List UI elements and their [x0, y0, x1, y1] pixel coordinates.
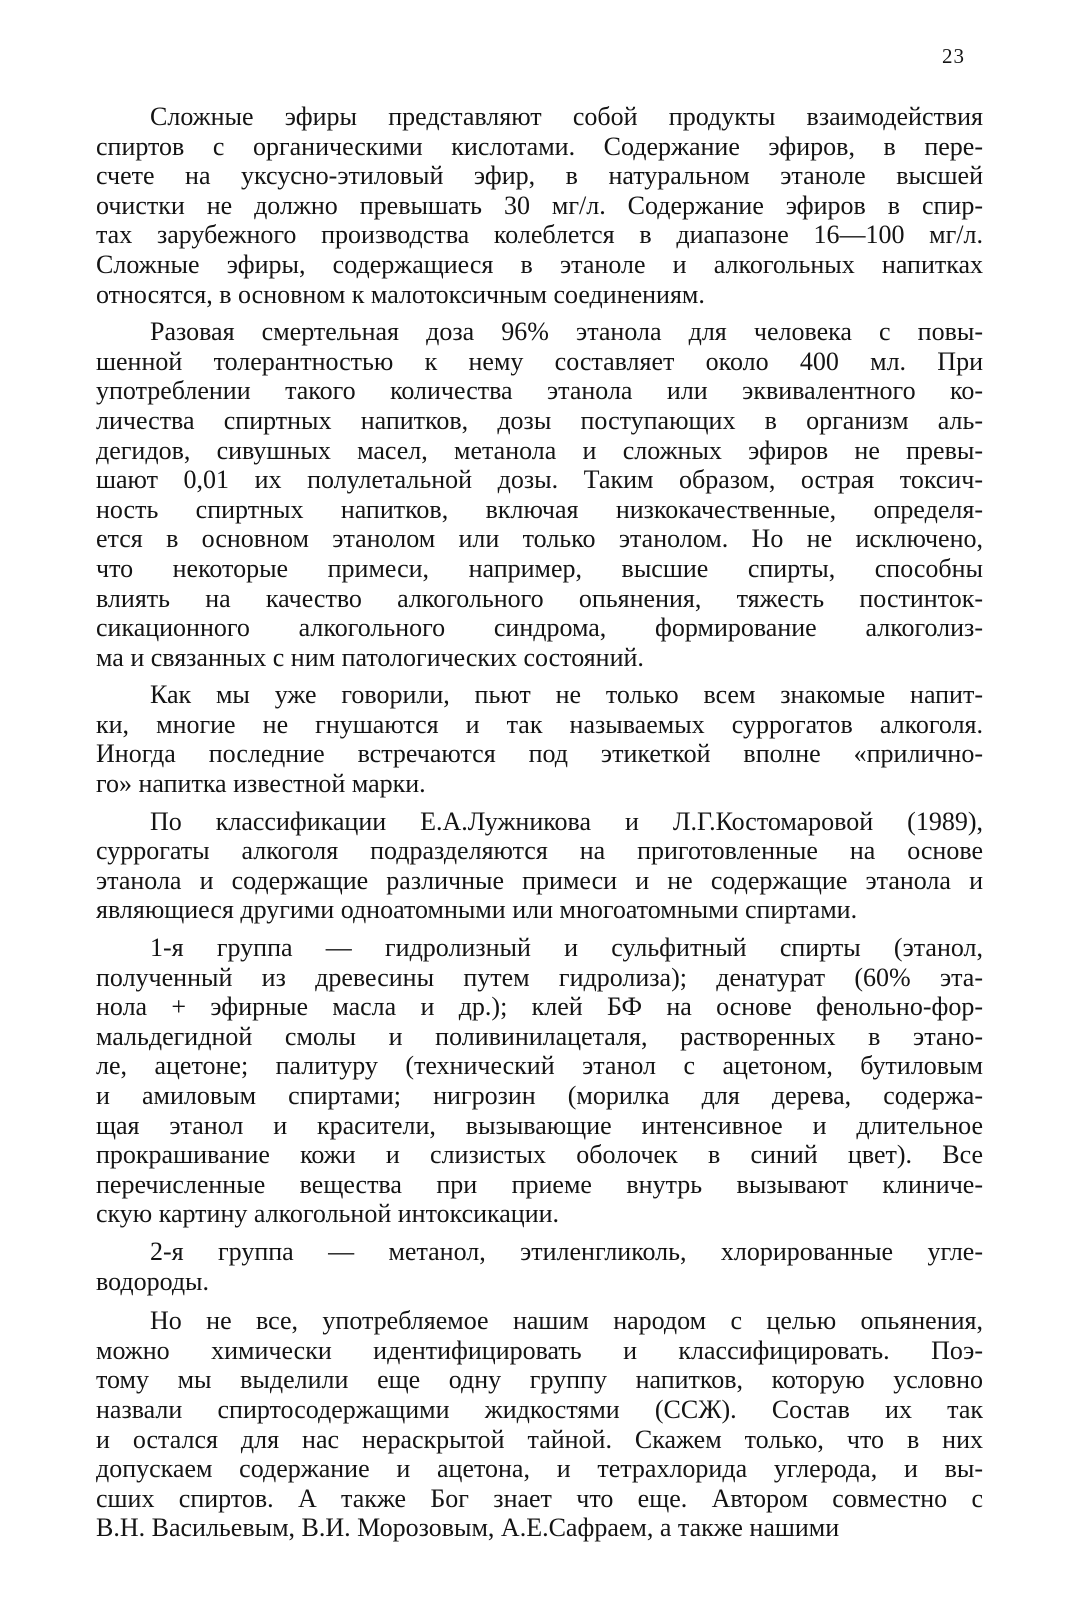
- paragraph: [96, 317, 983, 672]
- text-line: сших спиртов. А также Бог знает что еще. Автором совместно с: [96, 1483, 983, 1513]
- text-line: являющиеся другими одноатомными или многоатомными спиртами.: [96, 895, 858, 925]
- text-line: что некоторые примеси, например, высшие спирты, способны: [96, 553, 983, 583]
- text-line: употреблении такого количества этанола или эквивалентного ко-: [96, 376, 983, 406]
- text-line: допускаем содержание и ацетона, и тетрахлорида углерода, и вы-: [96, 1454, 983, 1484]
- text-line: счете на уксусно-этиловый эфир, в натуральном этаноле высшей: [96, 161, 983, 191]
- paragraph: [96, 102, 983, 309]
- text-line: очистки не должно превышать 30 мг/л. Содержание эфиров в спир-: [96, 190, 983, 220]
- text-line: дегидов, сивушных масел, метанола и сложных эфиров не превы-: [96, 435, 983, 465]
- text-line: Но не все, употребляемое нашим народом с целью опьянения,: [150, 1306, 983, 1336]
- text-line: ма и связанных с ним патологических состояний.: [96, 642, 644, 672]
- paragraph: [96, 807, 983, 925]
- text-line: водороды.: [96, 1266, 210, 1296]
- text-line: скую картину алкогольной интоксикации.: [96, 1199, 560, 1229]
- text-line: Иногда последние встречаются под этикеткой вполне «прилично-: [96, 739, 983, 769]
- page-number: 23: [942, 44, 965, 68]
- text-line: Как мы уже говорили, пьют не только всем знакомые напит-: [150, 680, 983, 710]
- text-line: прокрашивание кожи и слизистых оболочек в синий цвет). Все: [96, 1140, 983, 1170]
- text-line: суррогаты алкоголя подразделяются на приготовленные на основе: [96, 836, 983, 866]
- text-line: тах зарубежного производства колеблется в диапазоне 16—100 мг/л.: [96, 220, 983, 250]
- text-line: влиять на качество алкогольного опьянения, тяжесть постинток-: [96, 583, 983, 613]
- text-line: и амиловым спиртами; нигрозин (морилка для дерева, содержа-: [96, 1081, 983, 1110]
- paragraph: [96, 1237, 983, 1296]
- text-line: спиртов с органическими кислотами. Содержание эфиров, в пере-: [96, 131, 983, 161]
- text-line: ется в основном этанолом или только этанолом. Но не исключено,: [96, 524, 983, 554]
- text-line: мальдегидной смолы и поливинилацеталя, растворенных в этано-: [96, 1021, 983, 1051]
- text-line: нола + эфирные масла и др.); клей БФ на основе фенольно-фор-: [96, 992, 983, 1022]
- page-text: [96, 102, 983, 1543]
- text-line: По классификации Е.А.Лужникова и Л.Г.Костомаровой (1989),: [150, 806, 983, 836]
- text-line: и остался для нас нераскрытой тайной. Скажем только, что в них: [96, 1424, 983, 1454]
- text-line: сикационного алкогольного синдрома, формирование алкоголиз-: [96, 613, 983, 643]
- text-line: ность спиртных напитков, включая низкокачественные, определя-: [96, 494, 983, 524]
- text-line: этанола и содержащие различные примеси и не содержащие этанола и: [96, 865, 983, 895]
- text-line: 2-я группа — метанол, этиленгликоль, хлорированные угле-: [150, 1236, 983, 1266]
- text-line: Разовая смертельная доза 96% этанола для человека с повы-: [150, 317, 983, 347]
- text-line: шенной толерантностью к нему составляет около 400 мл. При: [96, 346, 983, 376]
- text-line: 1-я группа — гидролизный и сульфитный спирты (этанол,: [150, 933, 983, 963]
- text-line: ле, ацетоне; палитуру (технический этанол с ацетоном, бутиловым: [96, 1051, 983, 1081]
- text-line: перечисленные вещества при приеме внутрь вызывают клиниче-: [96, 1169, 983, 1199]
- text-line: тому мы выделили еще одну группу напитков, которую условно: [96, 1365, 983, 1395]
- text-line: ки, многие не гнушаются и так называемых суррогатов алкоголя.: [96, 709, 983, 739]
- text-line: го» напитка известной марки.: [96, 769, 426, 799]
- paragraph: [96, 680, 983, 798]
- paragraph: [96, 1306, 983, 1543]
- text-line: относятся, в основном к малотоксичным соединениям.: [96, 279, 705, 309]
- text-line: личества спиртных напитков, дозы поступающих в организм аль-: [96, 405, 983, 435]
- text-line: Сложные эфиры, содержащиеся в этаноле и алкогольных напитках: [96, 249, 983, 279]
- text-line: щая этанол и красители, вызывающие интенсивное и длительное: [96, 1110, 983, 1140]
- text-line: В.Н. Васильевым, В.И. Морозовым, А.Е.Сафраем, а также нашими: [96, 1513, 840, 1543]
- text-line: назвали спиртосодержащими жидкостями (ССЖ). Состав их так: [96, 1394, 983, 1424]
- text-line: Сложные эфиры представляют собой продукты взаимодействия: [150, 102, 983, 131]
- text-line: можно химически идентифицировать и классифицировать. Поэ-: [96, 1335, 983, 1365]
- paragraph: [96, 933, 983, 1229]
- text-line: шают 0,01 их полулетальной дозы. Таким образом, острая токсич-: [96, 465, 983, 495]
- text-line: полученный из древесины путем гидролиза); денатурат (60% эта-: [96, 962, 983, 992]
